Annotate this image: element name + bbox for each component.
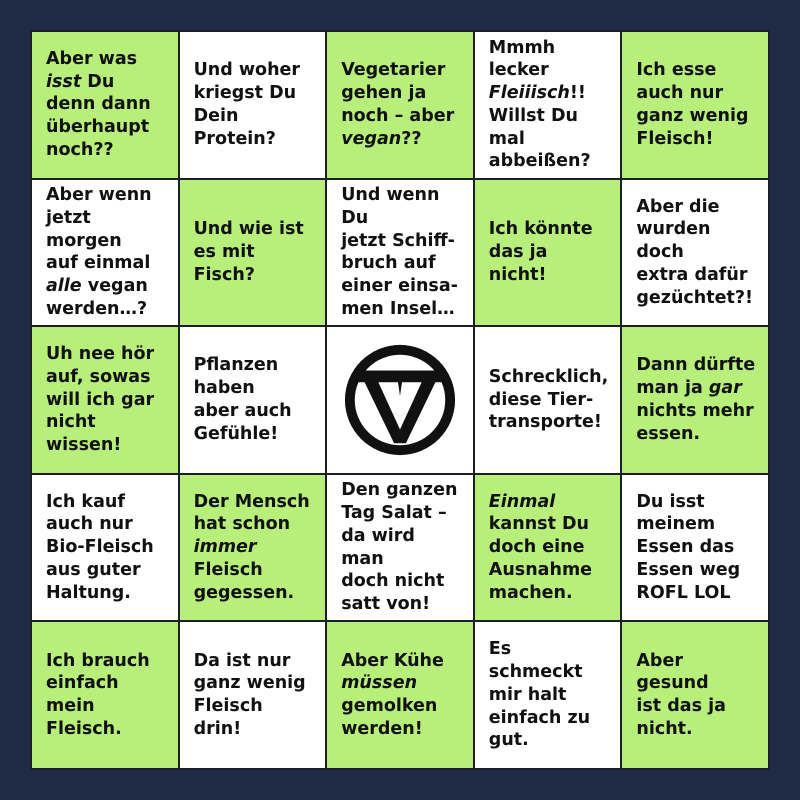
bingo-cell-immer-fleisch[interactable] [180,475,326,621]
cell-text-part: Du denn dann überhaupt noch?? [46,71,151,160]
bingo-cell-gezuechtet[interactable] [622,180,768,326]
bingo-cell-text [489,218,611,286]
cell-text-part: Und woher kriegst Du Dein Protein? [193,60,301,149]
bingo-cell-brauch-fleisch[interactable] [32,622,178,768]
bingo-cell-text [341,650,444,741]
cell-text-part: Dann dürfte man ja [636,355,756,399]
cell-text-part: Du isst meinem Essen das Essen weg ROFL LOL [636,491,741,603]
cell-text-part: Vegetarier gehen ja noch – aber [341,60,455,126]
bingo-cell-text [194,218,316,286]
cell-text-part: Und wenn Du jetzt Schiff- bruch auf einer einsa- men Insel… [341,185,458,319]
cell-text-part: Aber die wurden doch extra dafür gezüchtet?! [636,196,753,308]
bingo-cell-mmmh-lecker[interactable] [475,32,621,178]
cell-text-part: Aber was [46,48,138,69]
cell-text-part: Und wie ist es mit Fisch? [193,219,304,285]
bingo-cell-text [46,48,151,162]
bingo-cell-text [341,479,463,616]
emphasized-text: gar [708,378,742,399]
cell-text-part: Schrecklich, diese Tier- transporte! [488,366,609,433]
emphasized-text: Einmal [488,491,556,512]
cell-text-part: Der Mensch hat schon [193,491,310,535]
cell-text-part: Uh nee hör auf, sowas will ich gar nicht wissen! [46,344,155,456]
cell-text-part: nichts mehr essen. [636,400,754,444]
bingo-cell-alle-vegan[interactable] [32,180,178,326]
bingo-cell-text [489,638,611,752]
cell-text-part: Es schmeckt mir halt einfach zu gut. [488,639,591,751]
bingo-cell-text [46,650,168,741]
cell-text-part: kannst Du doch eine Ausnahme machen. [488,514,593,603]
emphasized-text: müssen [341,673,418,694]
bingo-cell-kuehe-gemolken[interactable] [327,622,473,768]
cell-text-part: !! Willst Du mal abbeißen? [488,83,591,172]
bingo-cell-tiertransporte[interactable] [475,327,621,473]
cell-text-part: Fleisch gegessen. [193,559,295,603]
emphasized-text: isst [46,71,82,92]
bingo-cell-text [636,354,755,445]
bingo-cell-nicht-wissen[interactable] [32,327,178,473]
bingo-cell-bio-fleisch[interactable] [32,475,178,621]
cell-text-part: Ich kauf auch nur Bio-Fleisch aus guter Haltung. [46,491,154,603]
emphasized-text: immer [193,537,257,558]
bingo-cell-einmal-ausnahme[interactable] [475,475,621,621]
cell-text-part: vegan werden…? [46,276,148,319]
cell-text-part: Ich esse auch nur ganz wenig Fleisch! [636,60,749,149]
bingo-cell-text [636,491,740,605]
cell-text-part: Den ganzen Tag Salat – da wird man doch nicht satt von! [341,480,458,615]
bingo-cell-ganz-wenig-fleisch[interactable] [622,32,768,178]
cell-text-part: Ich könnte das ja nicht! [488,219,593,285]
cell-text-part: Da ist nur ganz wenig Fleisch drin! [193,650,306,739]
bingo-cell-text [46,491,154,605]
cell-text-part: Aber wenn jetzt morgen auf einmal [46,185,152,274]
bingo-cell-gar-nichts-mehr[interactable] [622,327,768,473]
bingo-cell-salat[interactable] [327,475,473,621]
bingo-cell-center-logo[interactable] [327,327,473,473]
vegan-v-logo-icon [341,341,459,459]
bingo-cell-text [194,354,292,445]
bingo-cell-schmeckt-gut[interactable] [475,622,621,768]
bingo-cell-text [46,343,168,457]
bingo-cell-woher-protein[interactable] [180,32,326,178]
bingo-cell-schiffbruch[interactable] [327,180,473,326]
cell-text-part: ?? [401,128,422,149]
bingo-cell-gesund[interactable] [622,622,768,768]
bingo-cell-rofl[interactable] [622,475,768,621]
bingo-cell-text [194,650,316,741]
cell-text-part: Mmmh lecker [488,37,556,81]
bingo-cell-fleisch-drin[interactable] [180,622,326,768]
bingo-cell-text [46,184,168,321]
bingo-cell-text [636,196,758,310]
bingo-cell-text [489,37,611,174]
bingo-cell-text [341,184,463,321]
bingo-cell-pflanzen-gefuehle[interactable] [180,327,326,473]
cell-text-part: Aber Kühe [341,650,444,671]
bingo-cell-text [636,59,748,150]
bingo-cell-aber-was-isst[interactable] [32,32,178,178]
emphasized-text: vegan [341,128,402,149]
bingo-cell-text [194,491,310,605]
bingo-cell-text [194,59,316,150]
bingo-cell-vegetarier-vegan[interactable] [327,32,473,178]
bingo-cell-text [341,59,454,150]
bingo-cell-text [636,650,758,741]
cell-text-part: gemolken werden! [341,696,438,739]
bingo-cell-text [489,491,592,605]
bingo-cell-text [489,366,608,434]
cell-text-part: Aber gesund ist das ja nicht. [636,650,726,739]
emphasized-text: Fleiiisch [488,83,570,104]
emphasized-text: alle [46,276,82,297]
cell-text-part: Ich brauch einfach mein Fleisch. [46,650,150,739]
bingo-board [30,30,770,770]
cell-text-part: Pflanzen haben aber auch Gefühle! [193,355,292,444]
bingo-cell-fisch[interactable] [180,180,326,326]
bingo-cell-koennte-nicht[interactable] [475,180,621,326]
